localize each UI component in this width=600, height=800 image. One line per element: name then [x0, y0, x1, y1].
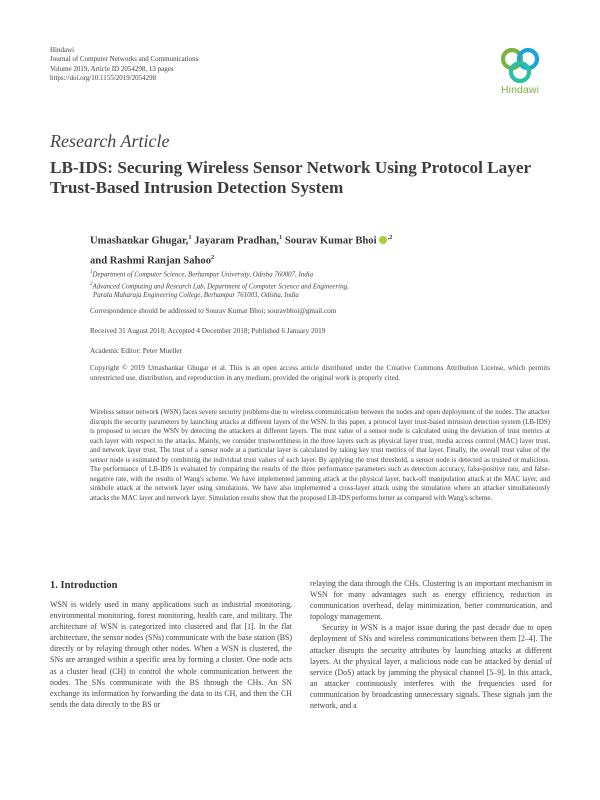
- article-type: Research Article: [50, 131, 170, 151]
- section-heading: 1. Introduction: [50, 580, 118, 591]
- affiliation-line: $^1$Department of Computer Science, Berhampur University, Odisha 760007, India: [90, 270, 314, 279]
- affiliation-line: $^2$Advanced Computing and Research Lab, Department of Computer Science and Engineering,: [90, 281, 349, 290]
- affiliation-line: Parala Maharaja Engineering College, Berhampur 761003, Odisha, India: [93, 292, 299, 300]
- affiliations: [90, 268, 530, 300]
- logo-text: Hindawi: [500, 84, 540, 96]
- author-name[interactable]: Umashankar Ghugar,: [90, 235, 189, 247]
- abstract: Wireless sensor network (WSN) faces severe security problems due to wireless communication between the nodes and open deployment of the nodes. The attacker disrupts the security parameters by launching attacks at different layers of the WSN. In this paper, a protocol layer trust-based intrusion detection system (LB-IDS) is proposed to secure the WSN by detecting the attackers at different layers. The trust value of a sensor node is calculated using the deviation of trust metrics at each layer with respect to the attacks. Mainly, we consider trustworthiness in the three layers such as physical layer trust, media access control (MAC) layer trust, and network layer trust. The trust of a sensor node at a particular layer is calculated by taking key trust metrics of that layer. Finally, the overall trust value of the sensor node is estimated by combining the individual trust values of each layer. By applying the trust threshold, a sensor node is detected as trusted or malicious. The performance of LB-IDS is evaluated by comparing the results of the three performance parameters such as detection accuracy, false-positive rate, and false-negative rate, with the results of Wang's scheme. We have implemented jamming attack at the physical layer, back-off manipulation attack at the MAC layer, and sinkhole attack at the network layer using simulations. We have also implemented a cross-layer attack using the simulation where an attacker simultaneously attacks the MAC layer and network layer. Simulation results show that the proposed LB-IDS performs better as compared with Wang's scheme.: [90, 408, 550, 502]
- orcid-icon[interactable]: [379, 236, 387, 244]
- author-affiliation-marker: 1: [278, 234, 283, 241]
- journal-name: Journal of Computer Networks and Communications: [50, 55, 199, 64]
- journal-info: [50, 46, 198, 83]
- dates-line: Received 31 August 2018; Accepted 4 December 2018; Published 6 January 2019: [90, 327, 326, 335]
- body-paragraph: WSN is widely used in many applications such as industrial monitoring, environmental monitoring, forest monitoring, health care, and military. The architecture of WSN is categorized into clustered and flat [1]. In the flat architecture, the sensor nodes (SNs) communicate with the base station (BS) directly or by relaying through other nodes. When a WSN is clustered, the SNs are arranged within a specific area by forming a cluster. One node acts as a cluster head (CH) to control the whole communication between the nodes. The SNs communicate with the BS through the CHs. An SN exchange its information by forwarding the data to its CH, and then the CH sends the data directly to the BS or: [50, 600, 292, 709]
- hindawi-logo: [494, 47, 546, 96]
- author-affiliation-marker: 2: [211, 253, 215, 261]
- author-list: [90, 230, 490, 269]
- hindawi-logo-icon: [498, 47, 542, 85]
- body-column-right: [310, 578, 552, 711]
- body-column-left: [50, 599, 292, 710]
- doi-link[interactable]: https://doi.org/10.1155/2019/2054298: [50, 73, 157, 82]
- author-name[interactable]: Sourav Kumar Bhoi: [284, 235, 377, 247]
- paper-title: LB-IDS: Securing Wireless Sensor Network Using Protocol Layer Trust-Based Intrusion Detection System: [50, 158, 531, 197]
- author-name[interactable]: Jayaram Pradhan,: [194, 235, 279, 247]
- author-affiliation-marker: ,2: [387, 234, 393, 241]
- publisher-name: Hindawi: [50, 46, 75, 54]
- correspondence-line: Correspondence should be addressed to Sourav Kumar Bhoi; souravbhoi@gmail.com: [90, 307, 337, 315]
- author-affiliation-marker: 1: [188, 234, 192, 241]
- academic-editor: Academic Editor: Peter Mueller: [90, 347, 183, 355]
- copyright-notice: Copyright © 2019 Umashankar Ghugar et al. This is an open access article distributed under the Creative Commons Attribution License, which permits unrestricted use, distribution, and reproduction in any medium, provided the original work is properly cited.: [90, 364, 550, 382]
- volume-line: Volume 2019, Article ID 2054298, 13 pages: [50, 64, 174, 73]
- body-paragraph: relaying the data through the CHs. Clustering is an important mechanism in WSN for many advantages such as energy efficiency, reduction in communication overhead, delay minimization, better communication, and topology management.: [310, 579, 552, 622]
- body-paragraph: Security in WSN is a major issue during the past decade due to open deployment of SNs and wireless communications between them [2–4]. The attacker disrupts the security attributes by launching attacks at different layers. At the physical layer, a malicious node can be attacked by denial of service (DoS) attack by jamming the physical channel [5–9]. In this attack, an attacker continuously interferes with the frequencies used for communication by broadcasting unnecessary signals. These signals jam the network, and a: [310, 623, 552, 711]
- author-name[interactable]: and Rashmi Ranjan Sahoo: [90, 255, 211, 267]
